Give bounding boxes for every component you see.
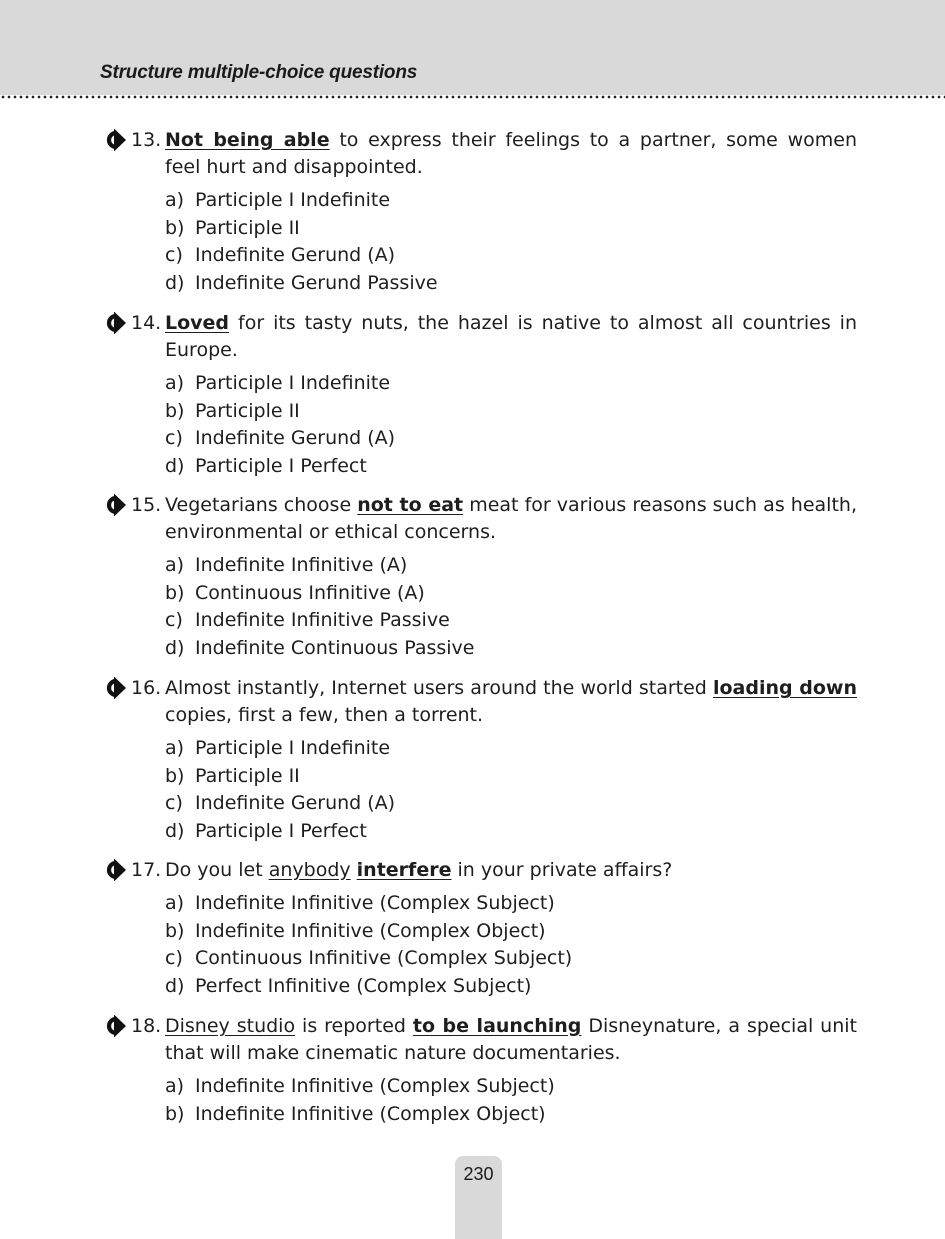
- question-number: 18.: [131, 1015, 162, 1037]
- option-text: Participle I Indefinite: [195, 737, 391, 759]
- curved-arrow-icon: [103, 859, 127, 881]
- answer-option[interactable]: [165, 635, 474, 663]
- highlighted-phrase: anybody: [268, 859, 351, 881]
- option-text: Indefinite Infinitive Passive: [195, 609, 450, 631]
- question-stem: [165, 492, 857, 546]
- option-letter: d): [165, 819, 185, 842]
- stem-text: for its tasty nuts, the hazel is native to almost all countries in Europe.: [165, 312, 857, 361]
- answer-option[interactable]: [165, 270, 438, 298]
- option-letter: d): [165, 636, 185, 659]
- section-title: Structure multiple-choice questions: [100, 62, 418, 83]
- question-stem: [165, 857, 857, 884]
- option-letter: b): [165, 216, 185, 239]
- answer-option[interactable]: [165, 735, 395, 763]
- page-header: [0, 0, 945, 95]
- option-text: Participle I Indefinite: [195, 372, 391, 394]
- option-text: Indefinite Gerund (A): [195, 427, 396, 449]
- answer-option[interactable]: [165, 890, 572, 918]
- curved-arrow-icon: [103, 1015, 127, 1037]
- option-letter: c): [165, 244, 183, 266]
- option-letter: a): [165, 372, 185, 394]
- answer-option[interactable]: [165, 1073, 555, 1101]
- question-stem: [165, 127, 857, 181]
- option-text: Participle II: [195, 764, 300, 787]
- answer-option[interactable]: [165, 370, 395, 398]
- answer-option[interactable]: [165, 242, 438, 270]
- answer-option[interactable]: [165, 790, 395, 818]
- stem-text: Almost instantly, Internet users around the world started: [165, 677, 713, 699]
- curved-arrow-icon: [103, 312, 127, 334]
- stem-text: Disneynature, a special unit that will make cinematic nature documentaries.: [165, 1015, 857, 1064]
- option-letter: b): [165, 399, 185, 422]
- question-number: 15.: [131, 494, 162, 516]
- option-letter: b): [165, 1102, 185, 1125]
- option-text: Indefinite Infinitive (Complex Subject): [195, 1075, 555, 1097]
- option-text: Indefinite Gerund (A): [195, 792, 396, 814]
- option-letter: d): [165, 974, 185, 997]
- option-letter: b): [165, 919, 185, 942]
- answer-options: [165, 1073, 555, 1128]
- option-text: Continuous Infinitive (Complex Subject): [195, 947, 573, 969]
- option-text: Participle I Indefinite: [195, 189, 391, 211]
- stem-text: is reported: [295, 1015, 413, 1037]
- curved-arrow-icon: [103, 677, 127, 699]
- stem-text: Do you let: [165, 859, 269, 881]
- highlighted-phrase: Disney studio: [165, 1015, 296, 1037]
- option-text: Continuous Infinitive (A): [195, 581, 425, 604]
- stem-text: copies, first a few, then a torrent.: [165, 704, 484, 726]
- answer-option[interactable]: [165, 1101, 555, 1129]
- answer-option[interactable]: [165, 453, 395, 481]
- option-letter: a): [165, 189, 185, 211]
- answer-option[interactable]: [165, 818, 395, 846]
- option-letter: c): [165, 609, 183, 631]
- answer-option[interactable]: [165, 945, 572, 973]
- option-letter: a): [165, 554, 185, 576]
- answer-option[interactable]: [165, 607, 474, 635]
- option-letter: a): [165, 737, 185, 759]
- option-text: Indefinite Infinitive (Complex Object): [195, 1102, 546, 1125]
- option-letter: d): [165, 454, 185, 477]
- question-number: 13.: [131, 129, 162, 151]
- highlighted-phrase: Loved: [165, 312, 230, 334]
- question-stem: [165, 1013, 857, 1067]
- option-letter: c): [165, 427, 183, 449]
- option-text: Indefinite Infinitive (Complex Object): [195, 919, 546, 942]
- highlighted-phrase: loading down: [712, 677, 857, 699]
- answer-option[interactable]: [165, 187, 438, 215]
- option-text: Participle II: [195, 399, 300, 422]
- answer-options: [165, 187, 438, 297]
- option-letter: a): [165, 1075, 185, 1097]
- stem-text: Vegetarians choose: [165, 494, 358, 516]
- question-stem: [165, 310, 857, 364]
- option-text: Perfect Infinitive (Complex Subject): [195, 974, 532, 997]
- answer-options: [165, 890, 572, 1000]
- option-letter: b): [165, 581, 185, 604]
- highlighted-phrase: to be launching: [412, 1015, 582, 1037]
- answer-option[interactable]: [165, 425, 395, 453]
- stem-text: to express their feelings to a partner, some women feel hurt and disappointed.: [165, 129, 858, 178]
- option-text: Indefinite Infinitive (A): [195, 554, 408, 576]
- answer-option[interactable]: [165, 973, 572, 1001]
- option-text: Indefinite Gerund (A): [195, 244, 396, 266]
- question-number: 14.: [131, 312, 162, 334]
- option-text: Indefinite Continuous Passive: [195, 636, 475, 659]
- question-number: 16.: [131, 677, 162, 699]
- option-text: Indefinite Infinitive (Complex Subject): [195, 892, 555, 914]
- option-letter: c): [165, 947, 183, 969]
- highlighted-phrase: interfere: [356, 859, 452, 881]
- answer-option[interactable]: [165, 215, 438, 243]
- option-letter: c): [165, 792, 183, 814]
- curved-arrow-icon: [103, 494, 127, 516]
- option-text: Participle I Perfect: [195, 819, 367, 842]
- answer-option[interactable]: [165, 580, 474, 608]
- curved-arrow-icon: [103, 129, 127, 151]
- answer-options: [165, 370, 395, 480]
- highlighted-phrase: not to eat: [357, 494, 464, 516]
- answer-options: [165, 735, 395, 845]
- question-number: 17.: [131, 859, 162, 881]
- answer-option[interactable]: [165, 763, 395, 791]
- answer-option[interactable]: [165, 398, 395, 426]
- question-stem: [165, 675, 857, 729]
- page-number: 230: [463, 1164, 494, 1184]
- option-letter: a): [165, 892, 185, 914]
- stem-text: in your private affairs?: [451, 859, 673, 881]
- answer-options: [165, 552, 474, 662]
- answer-option[interactable]: [165, 918, 572, 946]
- option-text: Indefinite Gerund Passive: [195, 271, 438, 294]
- highlighted-phrase: Not being able: [165, 129, 330, 151]
- stem-text: meat for various reasons such as health, environmental or ethical concerns.: [165, 494, 857, 543]
- option-text: Participle I Perfect: [195, 454, 367, 477]
- answer-option[interactable]: [165, 552, 474, 580]
- option-text: Participle II: [195, 216, 300, 239]
- dotted-divider: [0, 95, 945, 99]
- option-letter: b): [165, 764, 185, 787]
- option-letter: d): [165, 271, 185, 294]
